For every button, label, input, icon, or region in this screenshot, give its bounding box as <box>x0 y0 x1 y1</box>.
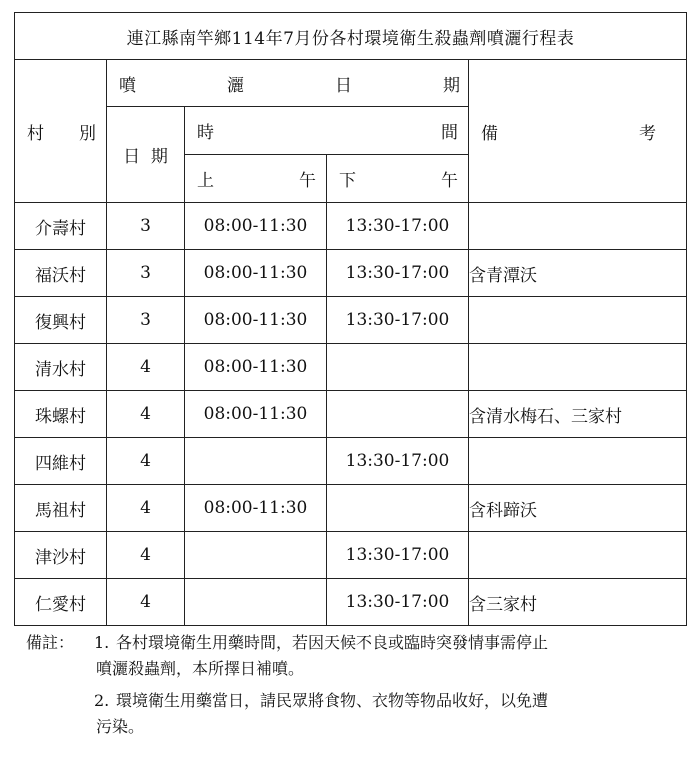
afternoon-time-cell: 13:30-17:00 <box>327 203 469 250</box>
table-row <box>15 297 687 344</box>
afternoon-time-cell: 13:30-17:00 <box>327 250 469 297</box>
village-cell: 復興村 <box>15 297 107 344</box>
table-row <box>15 438 687 485</box>
remark-cell: 含清水梅石、三家村 <box>469 391 687 438</box>
note-2-line-1 <box>26 688 686 714</box>
remark-cell <box>469 297 687 344</box>
morning-time-cell: 08:00-11:30 <box>185 391 327 438</box>
note-text: 污染。 <box>96 717 145 736</box>
afternoon-header: 下 午 <box>327 155 469 203</box>
time-header: 時 間 <box>185 107 469 155</box>
days-cell: 4 <box>107 391 185 438</box>
afternoon-time-cell <box>327 485 469 532</box>
note-text: 噴灑殺蟲劑，本所擇日補噴。 <box>96 659 305 678</box>
morning-time-cell: 08:00-11:30 <box>185 203 327 250</box>
day-count-header: 日 期 <box>107 107 185 203</box>
note-text: 環境衛生用藥當日，請民眾將食物、衣物等物品收好，以免遭 <box>116 691 549 710</box>
village-header: 村 別 <box>15 60 107 203</box>
afternoon-time-cell: 13:30-17:00 <box>327 579 469 626</box>
afternoon-time-cell: 13:30-17:00 <box>327 297 469 344</box>
village-cell: 仁愛村 <box>15 579 107 626</box>
village-cell: 馬祖村 <box>15 485 107 532</box>
remark-cell: 含科蹄沃 <box>469 485 687 532</box>
table-row <box>15 203 687 250</box>
morning-time-cell <box>185 438 327 485</box>
remark-cell <box>469 203 687 250</box>
morning-time-cell: 08:00-11:30 <box>185 344 327 391</box>
days-cell: 4 <box>107 438 185 485</box>
village-cell: 四維村 <box>15 438 107 485</box>
note-2-line-2 <box>26 714 686 740</box>
days-cell: 4 <box>107 579 185 626</box>
notes-label: 備註： <box>26 633 75 652</box>
table-title: 連江縣南竿鄉114年7月份各村環境衛生殺蟲劑噴灑行程表 <box>15 13 687 60</box>
table-row <box>15 579 687 626</box>
afternoon-time-cell <box>327 344 469 391</box>
morning-time-cell <box>185 579 327 626</box>
notes-section <box>26 630 686 740</box>
afternoon-time-cell: 13:30-17:00 <box>327 532 469 579</box>
morning-time-cell: 08:00-11:30 <box>185 297 327 344</box>
days-cell: 3 <box>107 250 185 297</box>
days-cell: 4 <box>107 485 185 532</box>
village-cell: 珠螺村 <box>15 391 107 438</box>
remark-cell: 含三家村 <box>469 579 687 626</box>
morning-time-cell: 08:00-11:30 <box>185 485 327 532</box>
days-cell: 3 <box>107 297 185 344</box>
note-text: 各村環境衛生用藥時間，若因天候不良或臨時突發情事需停止 <box>116 633 549 652</box>
table-row <box>15 485 687 532</box>
village-cell: 清水村 <box>15 344 107 391</box>
afternoon-time-cell <box>327 391 469 438</box>
note-1-line-1 <box>26 630 686 656</box>
spray-schedule-table <box>14 12 687 626</box>
note-number: 2. <box>94 691 110 710</box>
days-cell: 3 <box>107 203 185 250</box>
remark-cell <box>469 438 687 485</box>
village-cell: 津沙村 <box>15 532 107 579</box>
morning-header: 上 午 <box>185 155 327 203</box>
table-row <box>15 391 687 438</box>
days-cell: 4 <box>107 532 185 579</box>
morning-time-cell <box>185 532 327 579</box>
remark-cell: 含青潭沃 <box>469 250 687 297</box>
table-row <box>15 344 687 391</box>
table-row <box>15 250 687 297</box>
remark-cell <box>469 344 687 391</box>
afternoon-time-cell: 13:30-17:00 <box>327 438 469 485</box>
note-number: 1. <box>94 633 110 652</box>
spray-date-header: 噴 灑 日 期 <box>107 60 469 107</box>
village-cell: 介壽村 <box>15 203 107 250</box>
remark-cell <box>469 532 687 579</box>
table-row <box>15 532 687 579</box>
remarks-header: 備 考 <box>469 60 687 203</box>
note-1-line-2 <box>26 656 686 682</box>
morning-time-cell: 08:00-11:30 <box>185 250 327 297</box>
village-cell: 福沃村 <box>15 250 107 297</box>
days-cell: 4 <box>107 344 185 391</box>
